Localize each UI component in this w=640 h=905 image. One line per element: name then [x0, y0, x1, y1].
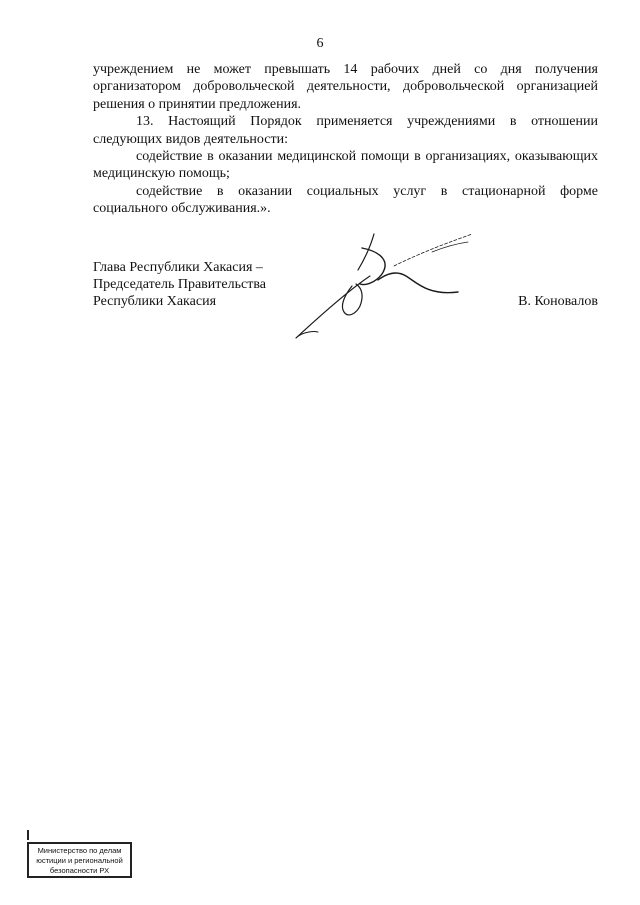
page-number: 6 — [316, 36, 324, 51]
handwritten-signature — [282, 226, 482, 346]
document-body — [93, 61, 598, 218]
signatory-title-line-3: Республики Хакасия — [93, 294, 217, 309]
stamp-line-3: безопасности РХ — [49, 866, 110, 875]
stamp-line-2: юстиции и региональной — [36, 856, 123, 865]
paragraph-medical-assistance: содействие в оказании медицинской помощи в организациях, оказывающих медицинскую помощь; — [93, 149, 598, 182]
paragraph-social-services: содействие в оказании социальных услуг в стационарной форме социального обслуживания.». — [93, 183, 598, 217]
signatory-title-line-2: Председатель Правительства — [93, 277, 266, 292]
signatory-name: В. Коновалов — [518, 294, 598, 309]
paragraph-continuation: учреждением не может превышать 14 рабочих дней со дня получения организатором добровольческой деятельности, добровольческой организацией решения о принятии предложения. — [93, 62, 598, 112]
stamp-line-1: Министерство по делам — [37, 846, 122, 855]
ministry-stamp — [27, 842, 132, 878]
signatory-title — [93, 259, 266, 310]
paragraph-item-13: 13. Настоящий Порядок применяется учреждениями в отношении следующих видов деятельности: — [93, 114, 598, 147]
signatory-title-line-1: Глава Республики Хакасия – — [93, 260, 263, 275]
stamp-frame-edge — [27, 830, 132, 840]
